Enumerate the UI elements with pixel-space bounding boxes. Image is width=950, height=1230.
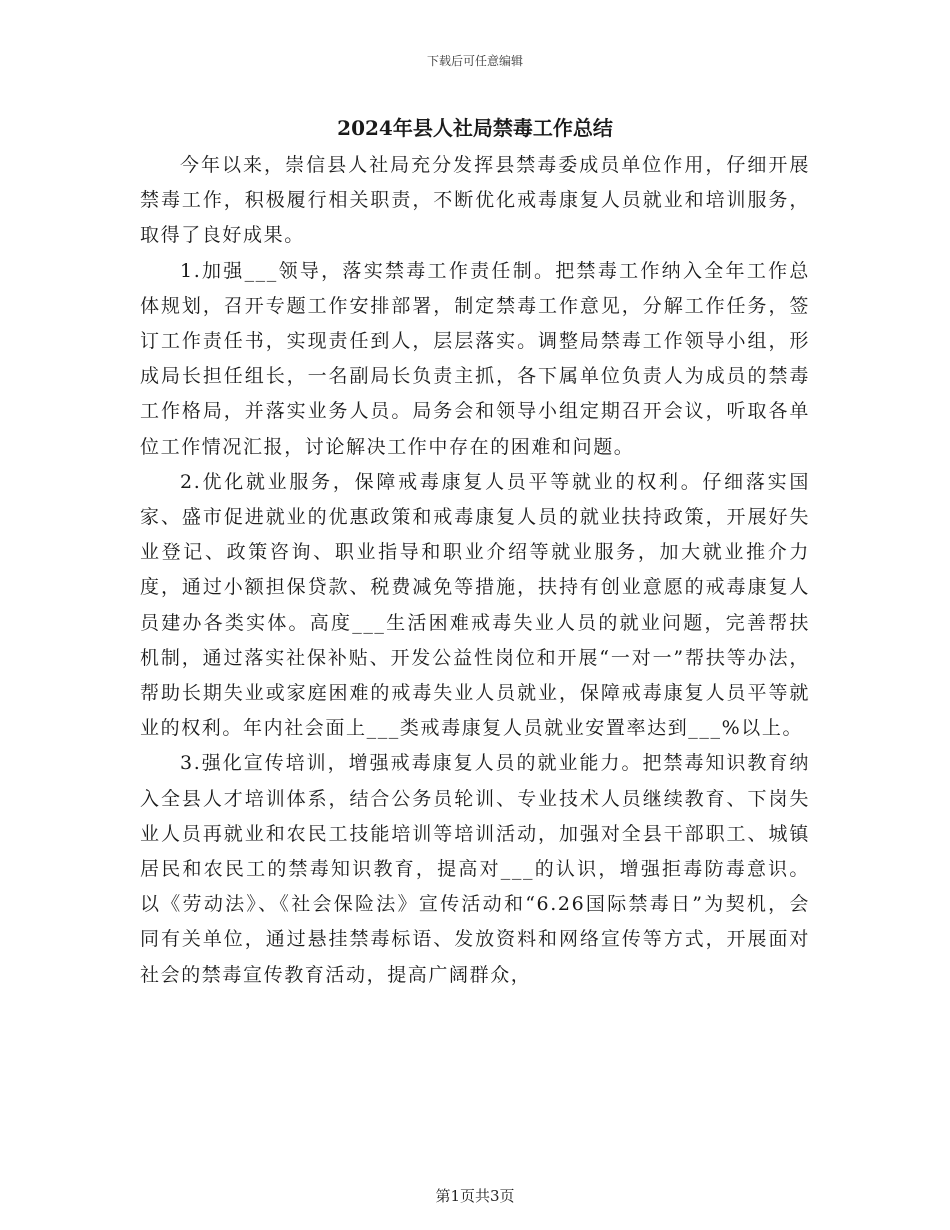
header-note: 下载后可任意编辑 [426,54,523,68]
paragraph-item-1: 1.加强___领导，落实禁毒工作责任制。把禁毒工作纳入全年工作总体规划，召开专题工作安排部署，制定禁毒工作意见，分解工作任务，签订工作责任书，实现责任到人，层层落实。调整局禁毒工作领导小组，形成局长担任组长，一名副局长负责主抓，各下属单位负责人为成员的禁毒工作格局，并落实业务人员。局务会和领导小组定期召开会议，听取各单位工作情况汇报，讨论解决工作中存在的困难和问题。 [140,259,810,458]
document-body [140,148,810,993]
page-number: 第1页共3页 [435,1187,515,1205]
paragraph-item-3: 3.强化宣传培训，增强戒毒康复人员的就业能力。把禁毒知识教育纳入全县人才培训体系，结合公务员轮训、专业技术人员继续教育、下岗失业人员再就业和农民工技能培训等培训活动，加强对全县干部职工、城镇居民和农民工的禁毒知识教育，提高对___的认识，增强拒毒防毒意识。以《劳动法》、《社会保险法》宣传活动和“6.26国际禁毒日”为契机，会同有关单位，通过悬挂禁毒标语、发放资料和网络宣传等方式，开展面对社会的禁毒宣传教育活动，提高广阔群众， [140,752,810,986]
paragraph-item-2: 2.优化就业服务，保障戒毒康复人员平等就业的权利。仔细落实国家、盛市促进就业的优惠政策和戒毒康复人员的就业扶持政策，开展好失业登记、政策咨询、职业指导和职业介绍等就业服务，加大就业推介力度，通过小额担保贷款、税费减免等措施，扶持有创业意愿的戒毒康复人员建办各类实体。高度___生活困难戒毒失业人员的就业问题，完善帮扶机制，通过落实社保补贴、开发公益性岗位和开展“一对一”帮扶等办法，帮助长期失业或家庭困难的戒毒失业人员就业，保障戒毒康复人员平等就业的权利。年内社会面上___类戒毒康复人员就业安置率达到___%以上。 [140,470,810,740]
document-title: 2024年县人社局禁毒工作总结 [337,116,613,140]
paragraph-intro: 今年以来，崇信县人社局充分发挥县禁毒委成员单位作用，仔细开展禁毒工作，积极履行相关职责，不断优化戒毒康复人员就业和培训服务，取得了良好成果。 [140,154,810,247]
